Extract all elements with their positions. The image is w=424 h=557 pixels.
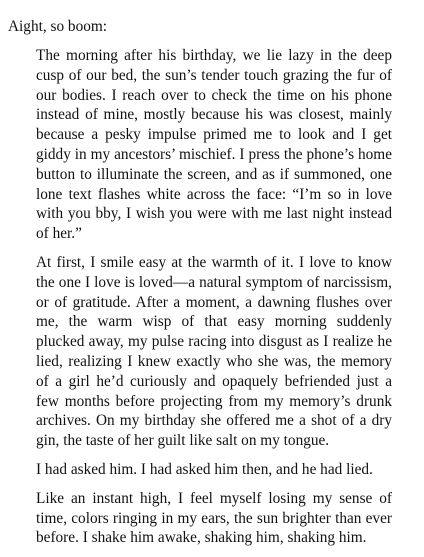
opening-line: Aight, so boom: [8,18,108,35]
paragraph-morning-text: The morning after his birthday, we lie lazy in the deep cusp of our bed, the sun’s tender touch grazing the fur of our bodies. I reach over to check the time on his phone instead of mine, mostly because his was closest, mainly because a pesky impulse primed me to look and I get giddy in my ancestors’ mischief. I press the phone’s home button to illuminate the screen, and as if summoned, one lone text flashes white across the face: “I’m so in love with you bby, I wish you were with me last night instead of her.” [36,47,392,243]
paragraph-instant-high: Like an instant high, I feel myself losing my sense of time, colors ringing in my ears, the sun brighter than ever before. I shake him awake, shaking him, shaking him. [36,489,392,547]
paragraph-realization: At first, I smile easy at the warmth of it. I love to know the one I love is loved—a natural symptom of narcissism, or of gratitude. After a moment, a dawning flushes over me, the warm wisp of that easy morning suddenly plucked away, my pulse racing into disgust as I realize he lied, realizing I knew exactly who she was, the memory of a girl he’d curiously and opaquely befriended just a few months before projecting from my memory’s drunk archives. On my birthday she offered me a shot of a dry gin, the taste of her guilt like salt on my tongue. [36,253,392,450]
indented-passage [36,46,392,557]
paragraph-asked-him: I had asked him. I had asked him then, and he had lied. [36,460,373,478]
